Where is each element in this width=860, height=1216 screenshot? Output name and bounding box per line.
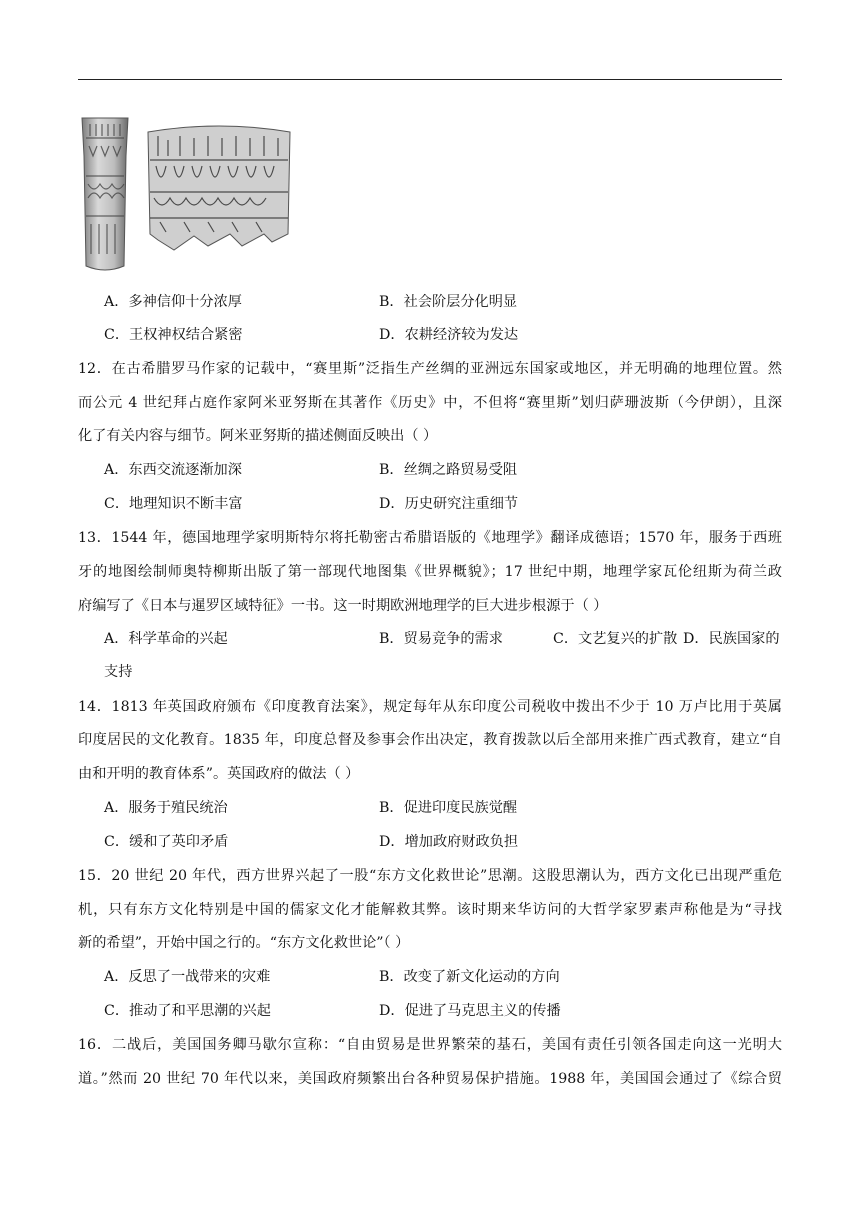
q15-option-b: B．改变了新文化运动的方向 bbox=[379, 969, 560, 985]
q11-option-b: B．社会阶层分化明显 bbox=[379, 294, 518, 310]
q15-option-d: D．促进了马克思主义的传播 bbox=[379, 1003, 561, 1019]
q14-option-d: D．增加政府财政负担 bbox=[379, 834, 519, 850]
q13-option-d-continued: 支持 bbox=[104, 664, 133, 680]
q11-option-c: C．王权神权结合紧密 bbox=[104, 327, 243, 343]
q13-stem-line: 府编写了《日本与暹罗区域特征》一书。这一时期欧洲地理学的巨大进步根源于（ ） bbox=[78, 598, 608, 614]
q12-option-a: A．东西交流逐渐加深 bbox=[104, 462, 242, 478]
q13-option-b: B．贸易竞争的需求 bbox=[379, 631, 503, 647]
q13-stem-line: 13．1544 年，德国地理学家明斯特尔将托勒密古希腊语版的《地理学》翻译成德语；1570 年，服务于西班 bbox=[78, 530, 782, 546]
q12-stem-line: 化了有关内容与细节。阿米亚努斯的描述侧面反映出（ ） bbox=[78, 428, 438, 444]
q13-stem-line: 牙的地图绘制师奥特柳斯出版了第一部现代地图集《世界概貌》；17 世纪中期，地理学家瓦伦纽斯为荷兰政 bbox=[78, 564, 782, 580]
header-rule bbox=[78, 79, 782, 80]
q12-option-b: B．丝绸之路贸易受阻 bbox=[379, 462, 518, 478]
q12-stem-line: 12．在古希腊罗马作家的记载中，“赛里斯”泛指生产丝绸的亚洲远东国家或地区，并无明确的地理位置。然 bbox=[78, 361, 782, 377]
q15-stem-line: 机，只有东方文化特别是中国的儒家文化才能解救其弊。该时期来华访问的大哲学家罗素声称他是为“寻找 bbox=[78, 902, 782, 918]
carved-relief-image bbox=[144, 122, 294, 272]
q14-stem-line: 由和开明的教育体系”。英国政府的做法（ ） bbox=[78, 766, 360, 782]
q15-stem-line: 15．20 世纪 20 年代，西方世界兴起了一股“东方文化救世论”思潮。这股思潮认为，西方文化已出现严重危 bbox=[78, 868, 782, 884]
q11-option-a: A．多神信仰十分浓厚 bbox=[104, 294, 242, 310]
q13-option-a: A．科学革命的兴起 bbox=[104, 631, 228, 647]
q12-option-d: D．历史研究注重细节 bbox=[379, 496, 519, 512]
q14-stem-line: 印度居民的文化教育。1835 年，印度总督及参事会作出决定，教育拨款以后全部用来推广西式教育，建立“自 bbox=[78, 732, 782, 748]
q14-stem-line: 14．1813 年英国政府颁布《印度教育法案》，规定每年从东印度公司税收中拨出不少于 10 万卢比用于英属 bbox=[78, 699, 782, 715]
q12-option-c: C．地理知识不断丰富 bbox=[104, 496, 243, 512]
q16-stem-line: 16．二战后，美国国务卿马歇尔宣称：“自由贸易是世界繁荣的基石，美国有责任引领各国走向这一光明大 bbox=[78, 1037, 782, 1053]
q12-stem-line: 而公元 4 世纪拜占庭作家阿米亚努斯在其著作《历史》中，不但将“赛里斯”划归萨珊波斯（今伊朗），且深 bbox=[78, 395, 782, 411]
q16-stem-line: 道。”然而 20 世纪 70 年代以来，美国政府频繁出台各种贸易保护措施。1988 年，美国国会通过了《综合贸 bbox=[78, 1071, 782, 1087]
q14-option-a: A．服务于殖民统治 bbox=[104, 800, 228, 816]
q14-option-c: C．缓和了英印矛盾 bbox=[104, 834, 229, 850]
stone-vase-image bbox=[80, 116, 130, 276]
q15-stem-line: 新的希望”，开始中国之行的。“东方文化救世论”（ ） bbox=[78, 935, 410, 951]
q15-option-c: C．推动了和平思潮的兴起 bbox=[104, 1003, 271, 1019]
q15-option-a: A．反思了一战带来的灾难 bbox=[104, 969, 271, 985]
q13-option-d: D．民族国家的 bbox=[683, 631, 780, 647]
q14-option-b: B．促进印度民族觉醒 bbox=[379, 800, 518, 816]
q11-option-d: D．农耕经济较为发达 bbox=[379, 327, 519, 343]
q13-option-c: C．文艺复兴的扩散 bbox=[553, 631, 678, 647]
